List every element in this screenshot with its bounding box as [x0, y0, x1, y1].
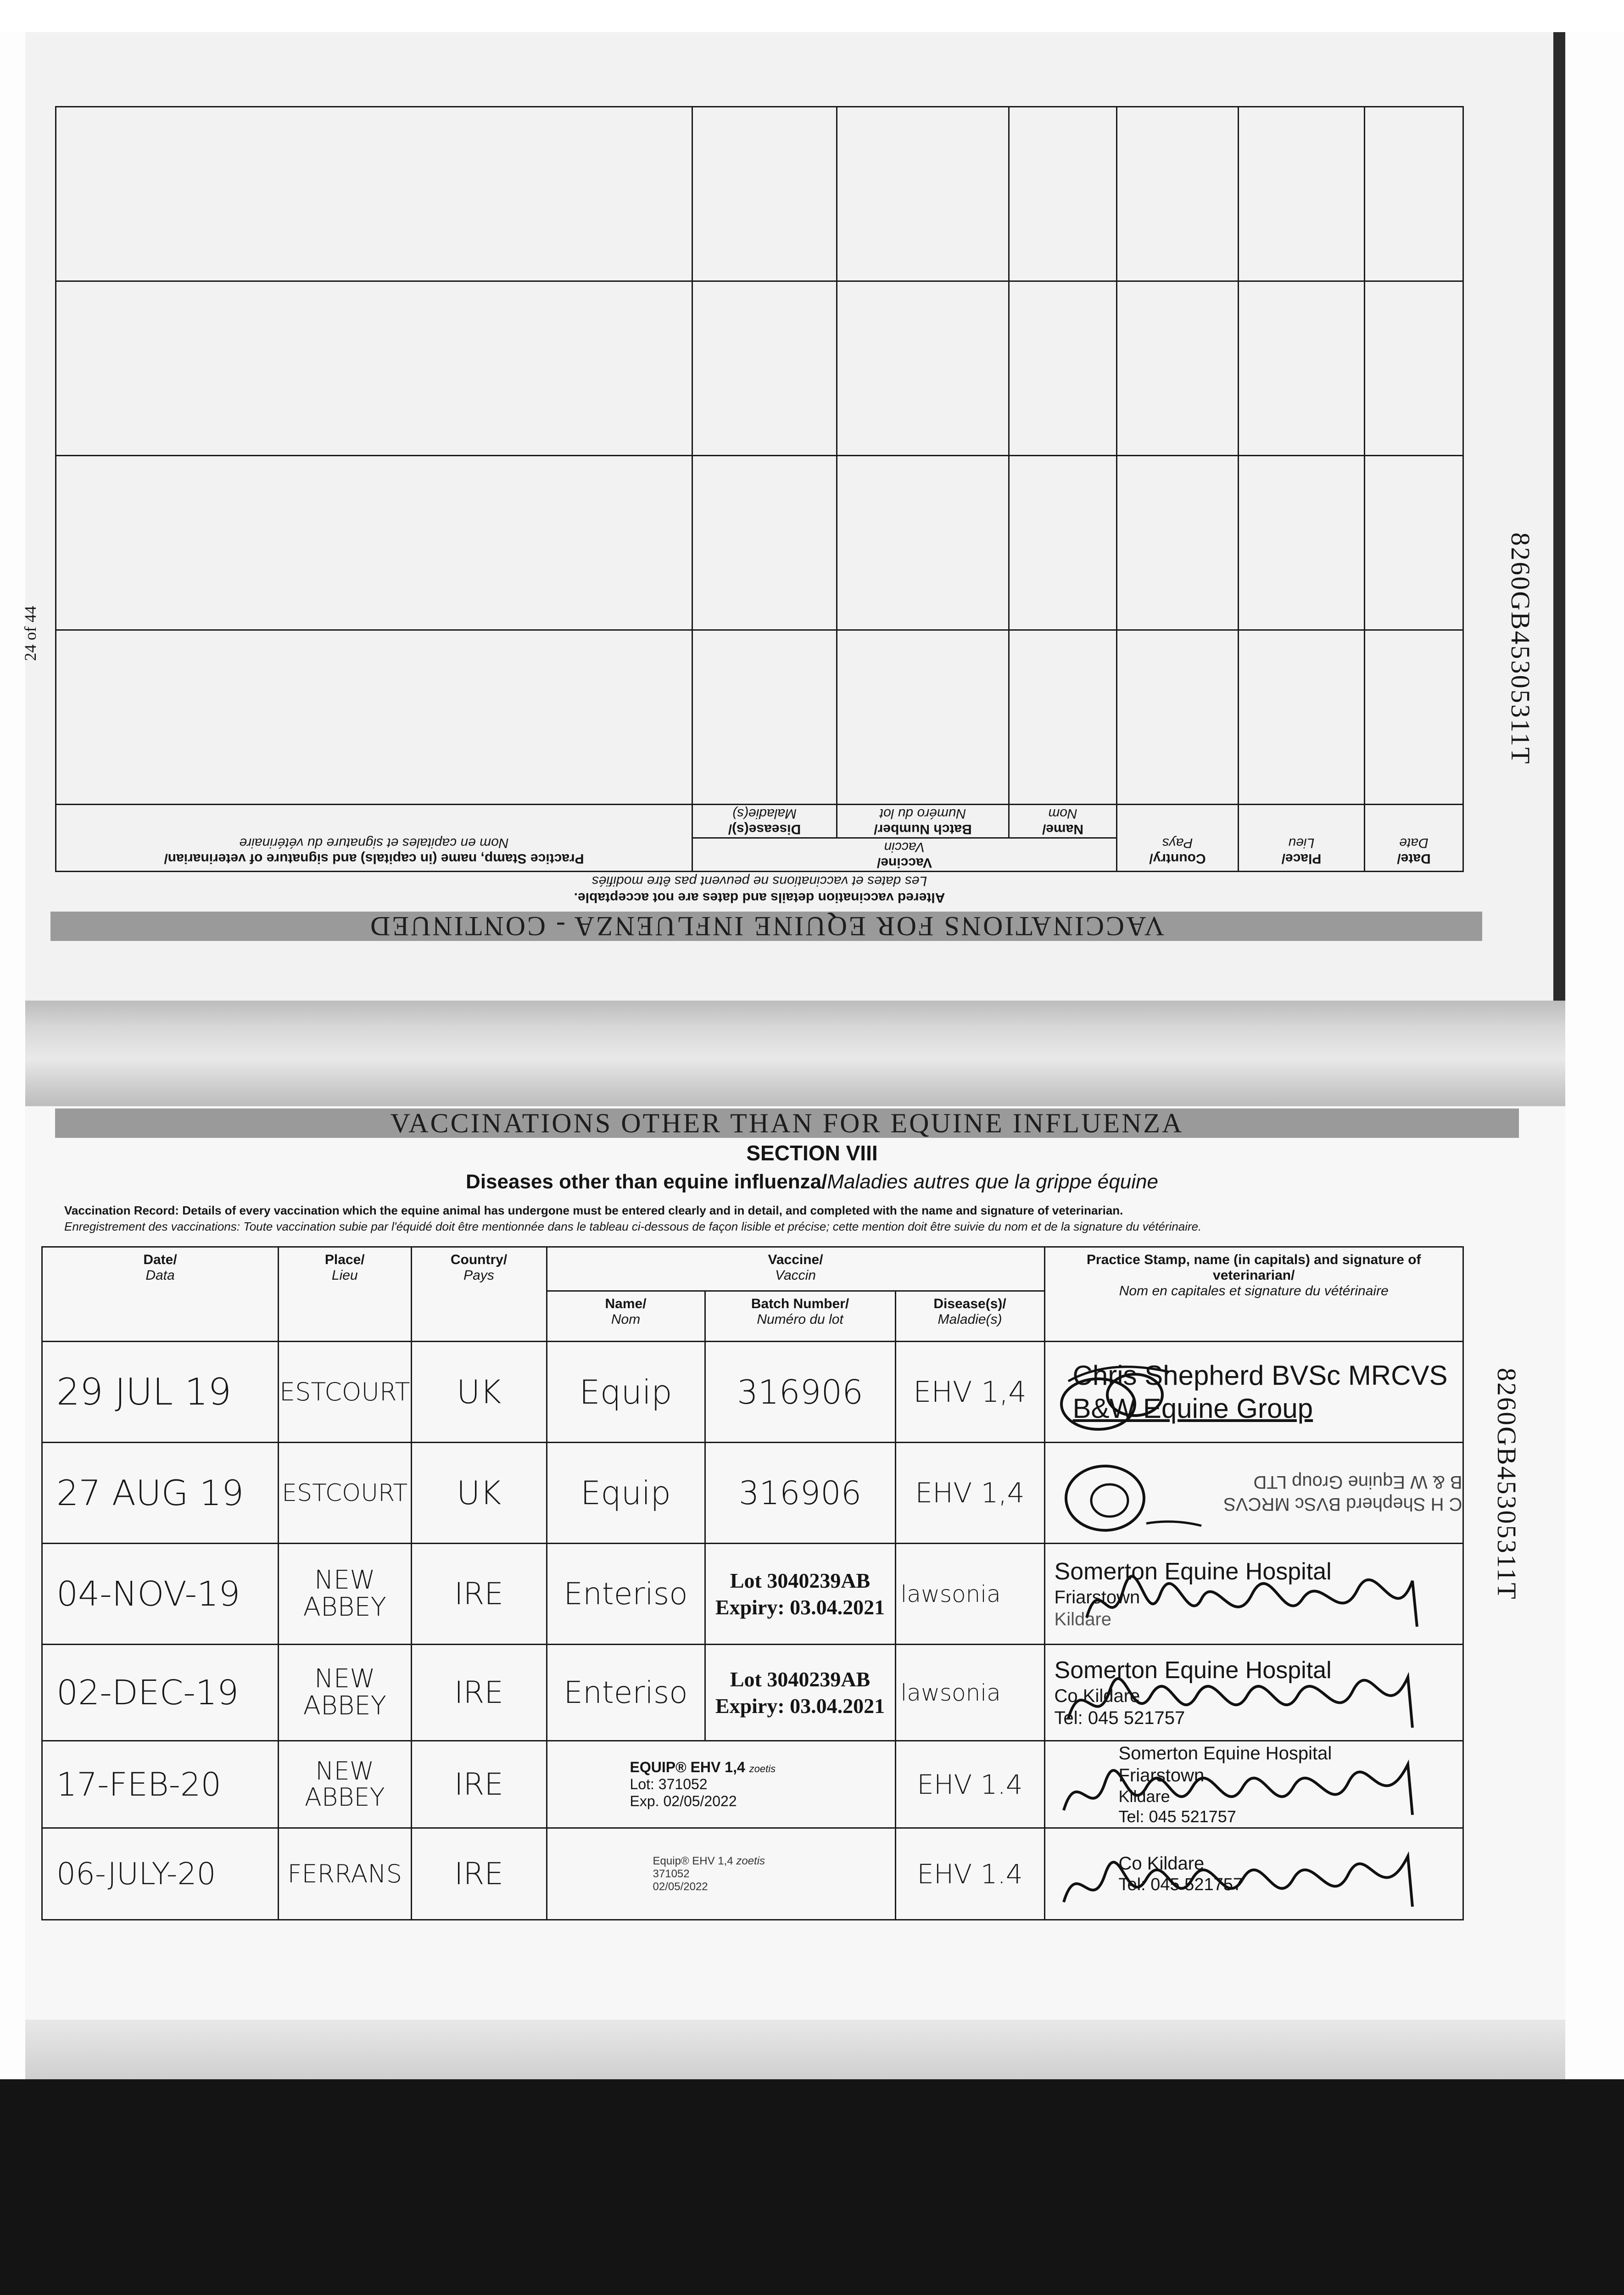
header-date: Date/ Data — [42, 1247, 279, 1342]
inverted-form — [55, 133, 1464, 941]
section-title: SECTION VIII — [746, 1141, 878, 1165]
row-disease: EHV 1,4 — [895, 1342, 1044, 1443]
vet-stamp: Co Kildare Tel: 045 521757 — [1044, 1828, 1463, 1920]
vet-stamp: B & W Equine Group LTD C H Shepherd BVSc MRCVS — [1044, 1443, 1463, 1544]
upper-header-place: Place/ Lieu — [1239, 805, 1365, 872]
header-vaccine: Vaccine/ Vaccin — [547, 1247, 1044, 1291]
upper-empty-row — [56, 281, 1463, 456]
page-code-upper: 8260GB45305311T — [1506, 532, 1535, 765]
row-disease: lawsonia — [895, 1544, 1044, 1645]
row-vaccine-name: Equip — [547, 1443, 705, 1544]
upper-note-en: Altered vaccination details and dates are not acceptable. — [574, 890, 945, 905]
row-disease: EHV 1.4 — [895, 1828, 1044, 1920]
row-date: 29 JUL 19 — [42, 1342, 279, 1443]
page-edge — [25, 2020, 1565, 2079]
upper-header-stamp: Practice Stamp, name (in capitals) and signature of veterinarian/ Nom en capitales et signature du vétérinaire — [56, 805, 692, 872]
upper-empty-row — [56, 456, 1463, 630]
row-vaccine-name: Enteriso — [547, 1645, 705, 1741]
vet-stamp: Chris Shepherd BVSc MRCVS B&W Equine Group — [1044, 1342, 1463, 1443]
vet-signature — [1059, 1847, 1435, 1916]
row-country: IRE — [411, 1645, 547, 1741]
header-disease: Disease(s)/ Maladie(s) — [895, 1291, 1044, 1342]
scan-margin — [0, 0, 1624, 32]
vaccination-table — [41, 1246, 1464, 1920]
row-country: IRE — [411, 1828, 547, 1920]
table-row — [42, 1741, 1463, 1828]
row-date: 02-DEC-19 — [42, 1645, 279, 1741]
vet-stamp: Somerton Equine Hospital Friarstown Kildare Tel: 045 521757 — [1044, 1741, 1463, 1828]
upper-empty-row — [56, 630, 1463, 805]
header-batch: Batch Number/ Numéro du lot — [705, 1291, 895, 1342]
row-disease: lawsonia — [895, 1645, 1044, 1741]
header-name: Name/ Nom — [547, 1291, 705, 1342]
row-batch: 316906 — [705, 1342, 895, 1443]
section-subtitle: Diseases other than equine influenza/Maladies autres que la grippe équine — [466, 1170, 1158, 1193]
upper-note-fr: Les dates et vaccinations ne peuvent pas être modifiés — [592, 873, 927, 889]
page-number: 24 of 44 — [21, 606, 39, 661]
row-date: 06-JULY-20 — [42, 1828, 279, 1920]
table-row — [42, 1544, 1463, 1645]
vet-signature — [1055, 1450, 1206, 1537]
lower-banner: VACCINATIONS OTHER THAN FOR EQUINE INFLUENZA — [55, 1108, 1519, 1138]
row-place: NEW ABBEY — [279, 1544, 412, 1645]
row-country: UK — [411, 1342, 547, 1443]
vet-stamp: Somerton Equine Hospital Co Kildare Tel: 045 521757 — [1044, 1645, 1463, 1741]
upper-empty-row — [56, 107, 1463, 281]
row-country: IRE — [411, 1544, 547, 1645]
row-place: NEW ABBEY — [279, 1741, 412, 1828]
row-vaccine-name: Enteriso — [547, 1544, 705, 1645]
table-row — [42, 1443, 1463, 1544]
page-code-lower: 8260GB45305311T — [1492, 1368, 1522, 1601]
row-country: IRE — [411, 1741, 547, 1828]
row-place: ESTCOURT — [279, 1342, 412, 1443]
row-date: 17-FEB-20 — [42, 1741, 279, 1828]
header-country: Country/ Pays — [411, 1247, 547, 1342]
row-date: 27 AUG 19 — [42, 1443, 279, 1544]
header-place: Place/ Lieu — [279, 1247, 412, 1342]
row-batch-label: Lot 3040239AB Expiry: 03.04.2021 — [705, 1544, 895, 1645]
vet-signature — [1055, 1349, 1206, 1436]
header-stamp: Practice Stamp, name (in capitals) and signature of veterinarian/ Nom en capitales et signature du vétérinaire — [1044, 1247, 1463, 1342]
vet-signature — [1059, 1755, 1435, 1824]
vaccine-label-sticker: Equip® EHV 1,4 zoetis 371052 02/05/2022 — [547, 1828, 895, 1920]
upper-header-date: Date/ Date — [1365, 805, 1463, 872]
upper-header-country: Country/ Pays — [1117, 805, 1239, 872]
vet-signature — [1064, 1659, 1431, 1737]
row-place: ESTCOURT — [279, 1443, 412, 1544]
upper-banner: VACCINATIONS FOR EQUINE INFLUENZA - CONTINUED — [50, 912, 1482, 941]
upper-table — [55, 106, 1464, 872]
table-row — [42, 1828, 1463, 1920]
row-disease: EHV 1.4 — [895, 1741, 1044, 1828]
row-batch: 316906 — [705, 1443, 895, 1544]
row-date: 04-NOV-19 — [42, 1544, 279, 1645]
row-place: NEW ABBEY — [279, 1645, 412, 1741]
row-place: FERRANS — [279, 1828, 412, 1920]
vet-signature — [1082, 1562, 1440, 1640]
row-country: UK — [411, 1443, 547, 1544]
row-batch-label: Lot 3040239AB Expiry: 03.04.2021 — [705, 1645, 895, 1741]
vaccine-label-sticker: EQUIP® EHV 1,4 zoetis Lot: 371052 Exp. 02/05/2022 — [547, 1741, 895, 1828]
table-row — [42, 1342, 1463, 1443]
table-row — [42, 1645, 1463, 1741]
scanner-background — [0, 2079, 1624, 2295]
row-vaccine-name: Equip — [547, 1342, 705, 1443]
book-spine — [25, 1001, 1565, 1106]
record-instructions: Vaccination Record: Details of every vaccination which the equine animal has undergone must be entered clearly and in detail, and completed with the name and signature of veterinarian. Enregistrement des vaccinations: Toute vaccination subie par l'équidé doit être mentionnée dans le tableau ci-dessous de façon lisible et précise; cette mention doit être suivie du nom et de la signature du vétérinaire. — [64, 1203, 1202, 1234]
row-disease: EHV 1,4 — [895, 1443, 1044, 1544]
upper-header-vaccine: Vaccine/ Vaccin Name/ Nom Batch Number/ Numéro du lot Disease(s)/ Maladie(s) — [692, 805, 1117, 872]
vet-stamp: Somerton Equine Hospital Friarstown Kildare — [1044, 1544, 1463, 1645]
